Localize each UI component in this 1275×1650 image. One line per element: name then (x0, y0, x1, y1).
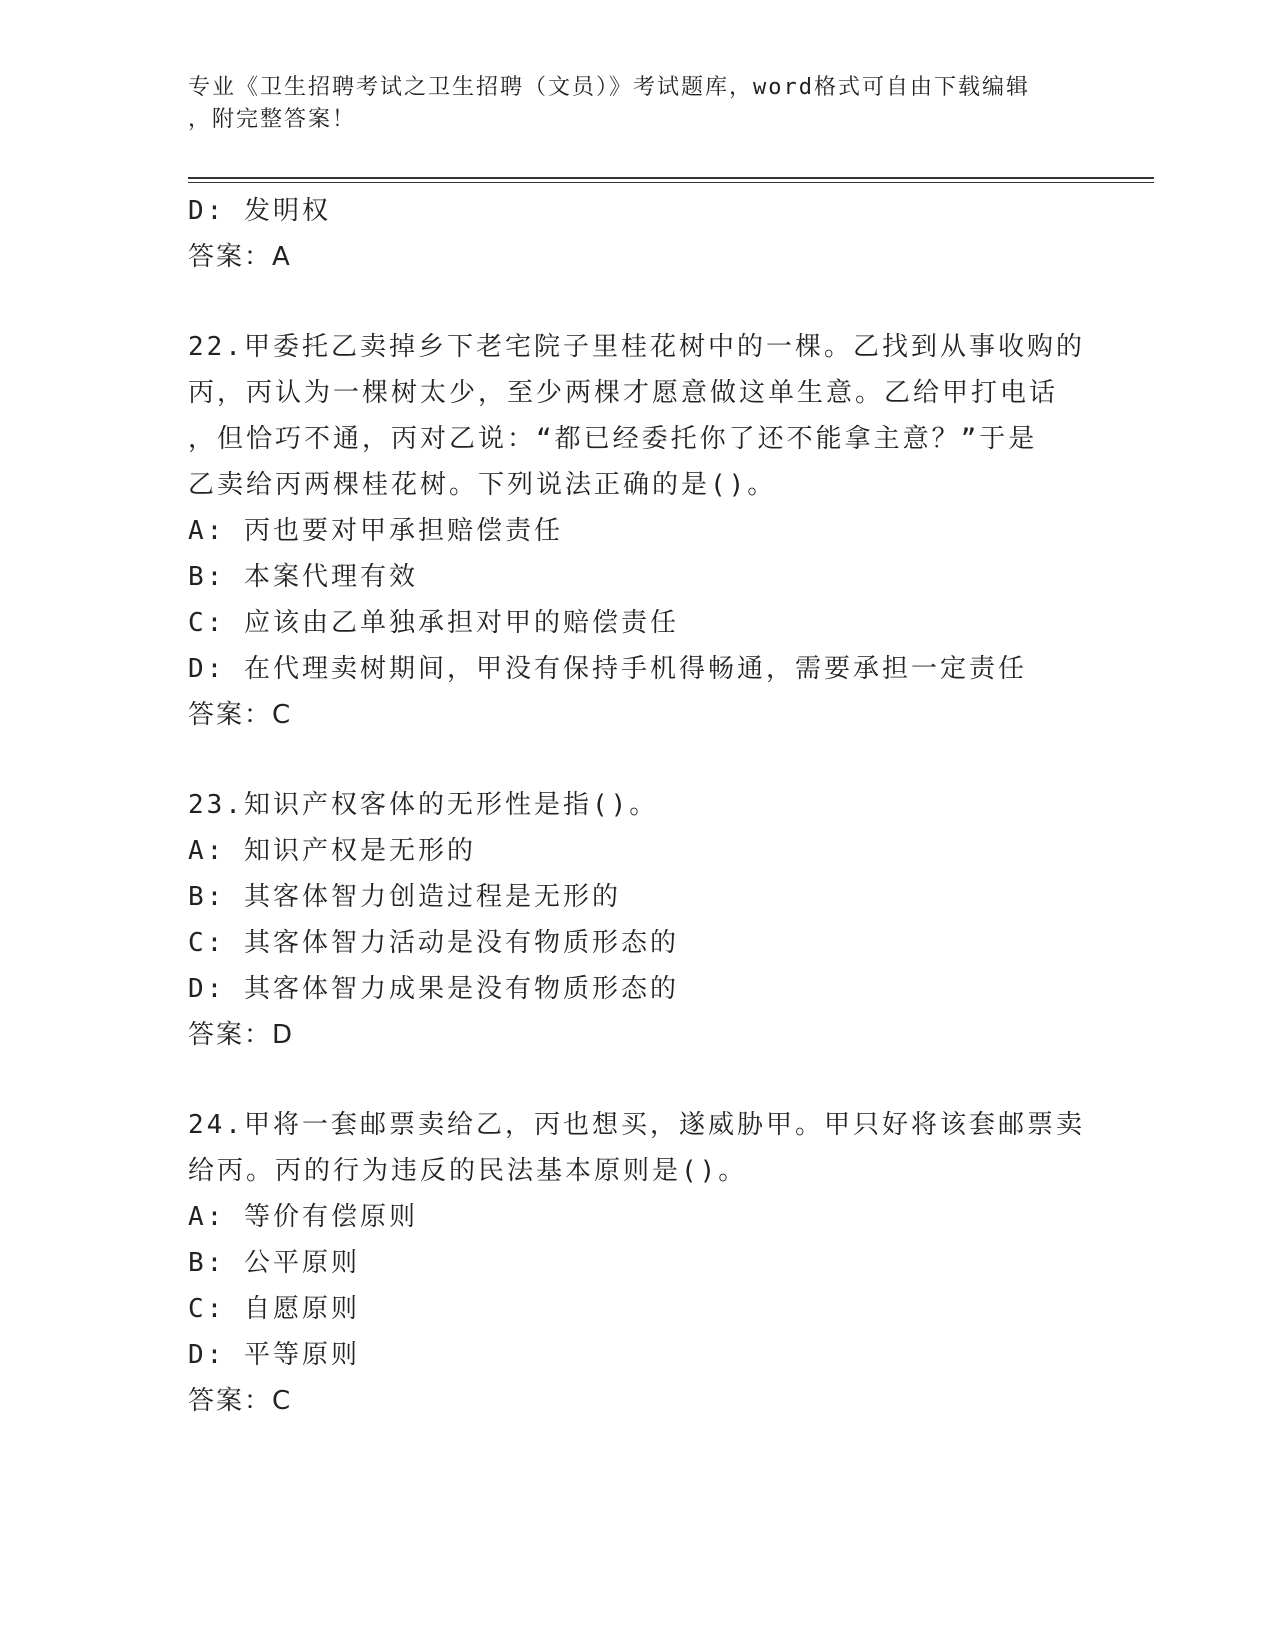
question-line: 23.知识产权客体的无形性是指()。 (188, 790, 659, 820)
document-header (188, 72, 1088, 136)
question-text (188, 324, 1108, 508)
header-line-2: ，附完整答案！ (188, 107, 357, 132)
answer: 答案：D (188, 1020, 295, 1050)
question-22 (188, 324, 1108, 738)
option-d: D: 发明权 (188, 196, 331, 226)
previous-question-tail (188, 188, 1108, 280)
question-line: 乙卖给丙两棵桂花树。下列说法正确的是()。 (188, 470, 777, 500)
option-b: B: 其客体智力创造过程是无形的 (188, 882, 621, 912)
spacer (188, 280, 1108, 324)
question-text (188, 782, 1108, 828)
answer: 答案：A (188, 242, 292, 272)
answer: 答案：C (188, 1386, 293, 1416)
option-a: A: 等价有偿原则 (188, 1202, 418, 1232)
option-b: B: 公平原则 (188, 1248, 360, 1278)
header-divider-thin (188, 182, 1154, 183)
header-line-1: 专业《卫生招聘考试之卫生招聘（文员）》考试题库，word格式可自由下载编辑 (188, 75, 1030, 100)
header-divider-thick (188, 177, 1154, 179)
option-c: C: 其客体智力活动是没有物质形态的 (188, 928, 679, 958)
option-c: C: 自愿原则 (188, 1294, 360, 1324)
question-24 (188, 1102, 1108, 1424)
question-line: 给丙。丙的行为违反的民法基本原则是()。 (188, 1156, 748, 1186)
option-a: A: 知识产权是无形的 (188, 836, 476, 866)
option-d: D: 其客体智力成果是没有物质形态的 (188, 974, 679, 1004)
spacer (188, 738, 1108, 782)
option-a: A: 丙也要对甲承担赔偿责任 (188, 516, 563, 546)
option-b: B: 本案代理有效 (188, 562, 418, 592)
question-text (188, 1102, 1108, 1194)
option-d: D: 平等原则 (188, 1340, 360, 1370)
option-c: C: 应该由乙单独承担对甲的赔偿责任 (188, 608, 679, 638)
answer: 答案：C (188, 700, 293, 730)
question-line: ，但恰巧不通，丙对乙说：“都已经委托你了还不能拿主意？”于是 (188, 424, 1038, 454)
question-23 (188, 782, 1108, 1058)
question-list (188, 188, 1108, 1424)
question-line: 22.甲委托乙卖掉乡下老宅院子里桂花树中的一棵。乙找到从事收购的 (188, 332, 1085, 362)
spacer (188, 1058, 1108, 1102)
question-line: 丙，丙认为一棵树太少，至少两棵才愿意做这单生意。乙给甲打电话 (188, 378, 1059, 408)
question-line: 24.甲将一套邮票卖给乙，丙也想买，遂威胁甲。甲只好将该套邮票卖 (188, 1110, 1085, 1140)
option-d: D: 在代理卖树期间，甲没有保持手机得畅通，需要承担一定责任 (188, 654, 1027, 684)
